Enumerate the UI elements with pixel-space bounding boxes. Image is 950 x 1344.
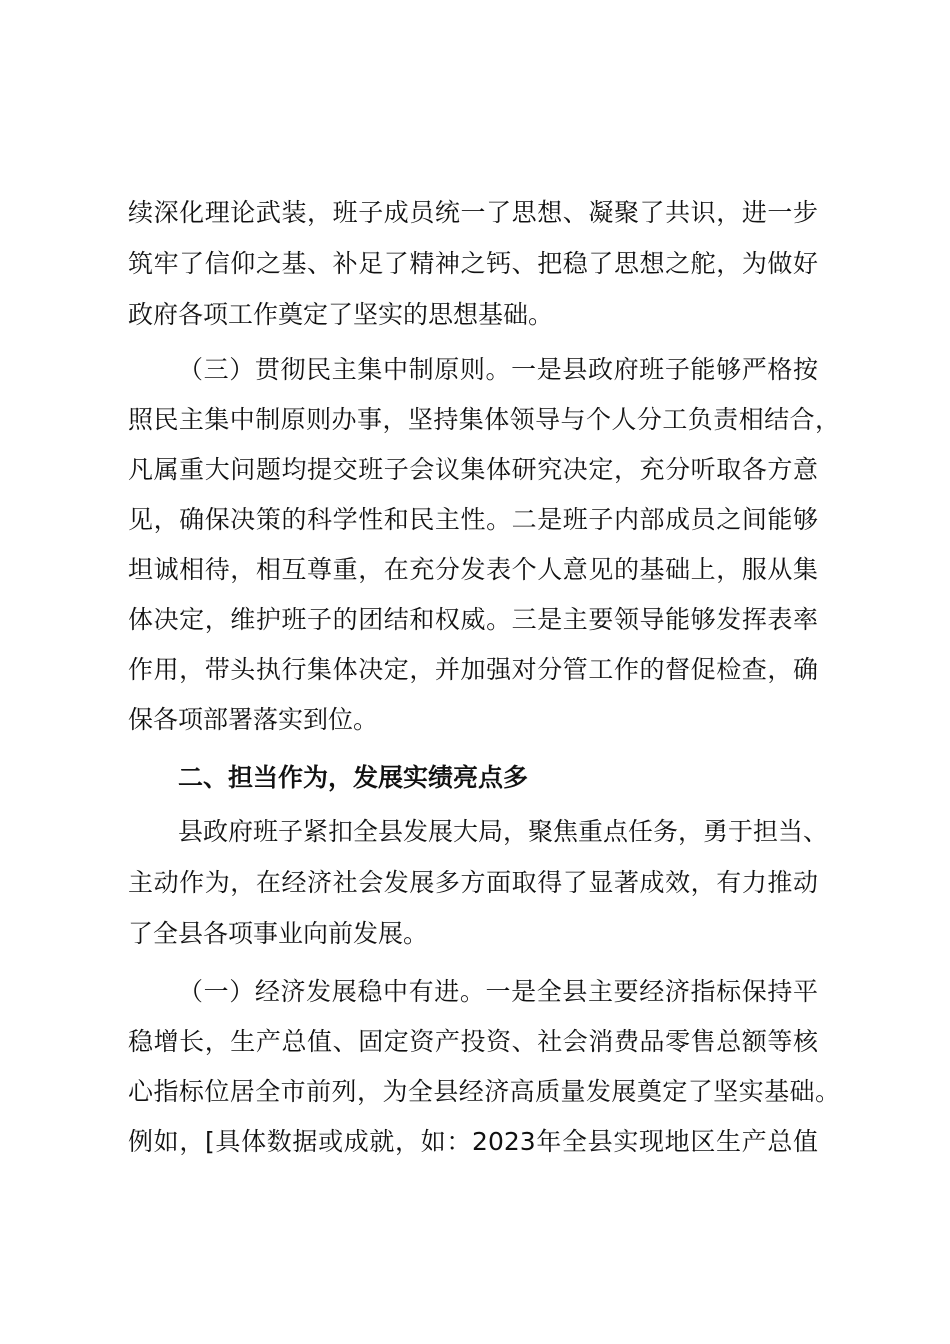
text-line: 县政府班子紧扣全县发展大局，聚焦重点任务，勇于担当、: [178, 817, 829, 846]
text-line: （三）贯彻民主集中制原则。一是县政府班子能够严格按: [178, 355, 818, 384]
text-line: 保各项部署落实到位。: [128, 705, 379, 734]
text-line: 续深化理论武装，班子成员统一了思想、凝聚了共识，进一步: [128, 198, 818, 227]
text-line: 了全县各项事业向前发展。: [128, 919, 429, 948]
text-line: 主动作为，在经济社会发展多方面取得了显著成效，有力推动: [128, 868, 818, 897]
text-line: 心指标位居全市前列，为全县经济高质量发展奠定了坚实基础。: [128, 1077, 840, 1106]
text-line: 二、担当作为，发展实绩亮点多: [178, 763, 529, 792]
text-line: 坦诚相待，相互尊重，在充分发表个人意见的基础上，服从集: [128, 555, 818, 584]
text-line: （一）经济发展稳中有进。一是全县主要经济指标保持平: [178, 977, 818, 1006]
text-line: 体决定，维护班子的团结和权威。三是主要领导能够发挥表率: [128, 605, 818, 634]
text-line: 凡属重大问题均提交班子会议集体研究决定，充分听取各方意: [128, 455, 818, 484]
text-line: 稳增长，生产总值、固定资产投资、社会消费品零售总额等核: [128, 1027, 818, 1056]
text-line: 照民主集中制原则办事，坚持集体领导与个人分工负责相结合，: [128, 405, 840, 434]
text-line: 例如，[具体数据或成就，如：2023年全县实现地区生产总值: [128, 1127, 818, 1156]
text-line: 作用，带头执行集体决定，并加强对分管工作的督促检查，确: [128, 655, 818, 684]
text-line: 筑牢了信仰之基、补足了精神之钙、把稳了思想之舵，为做好: [128, 249, 818, 278]
text-line: 政府各项工作奠定了坚实的思想基础。: [128, 300, 554, 329]
text-line: 见，确保决策的科学性和民主性。二是班子内部成员之间能够: [128, 505, 818, 534]
